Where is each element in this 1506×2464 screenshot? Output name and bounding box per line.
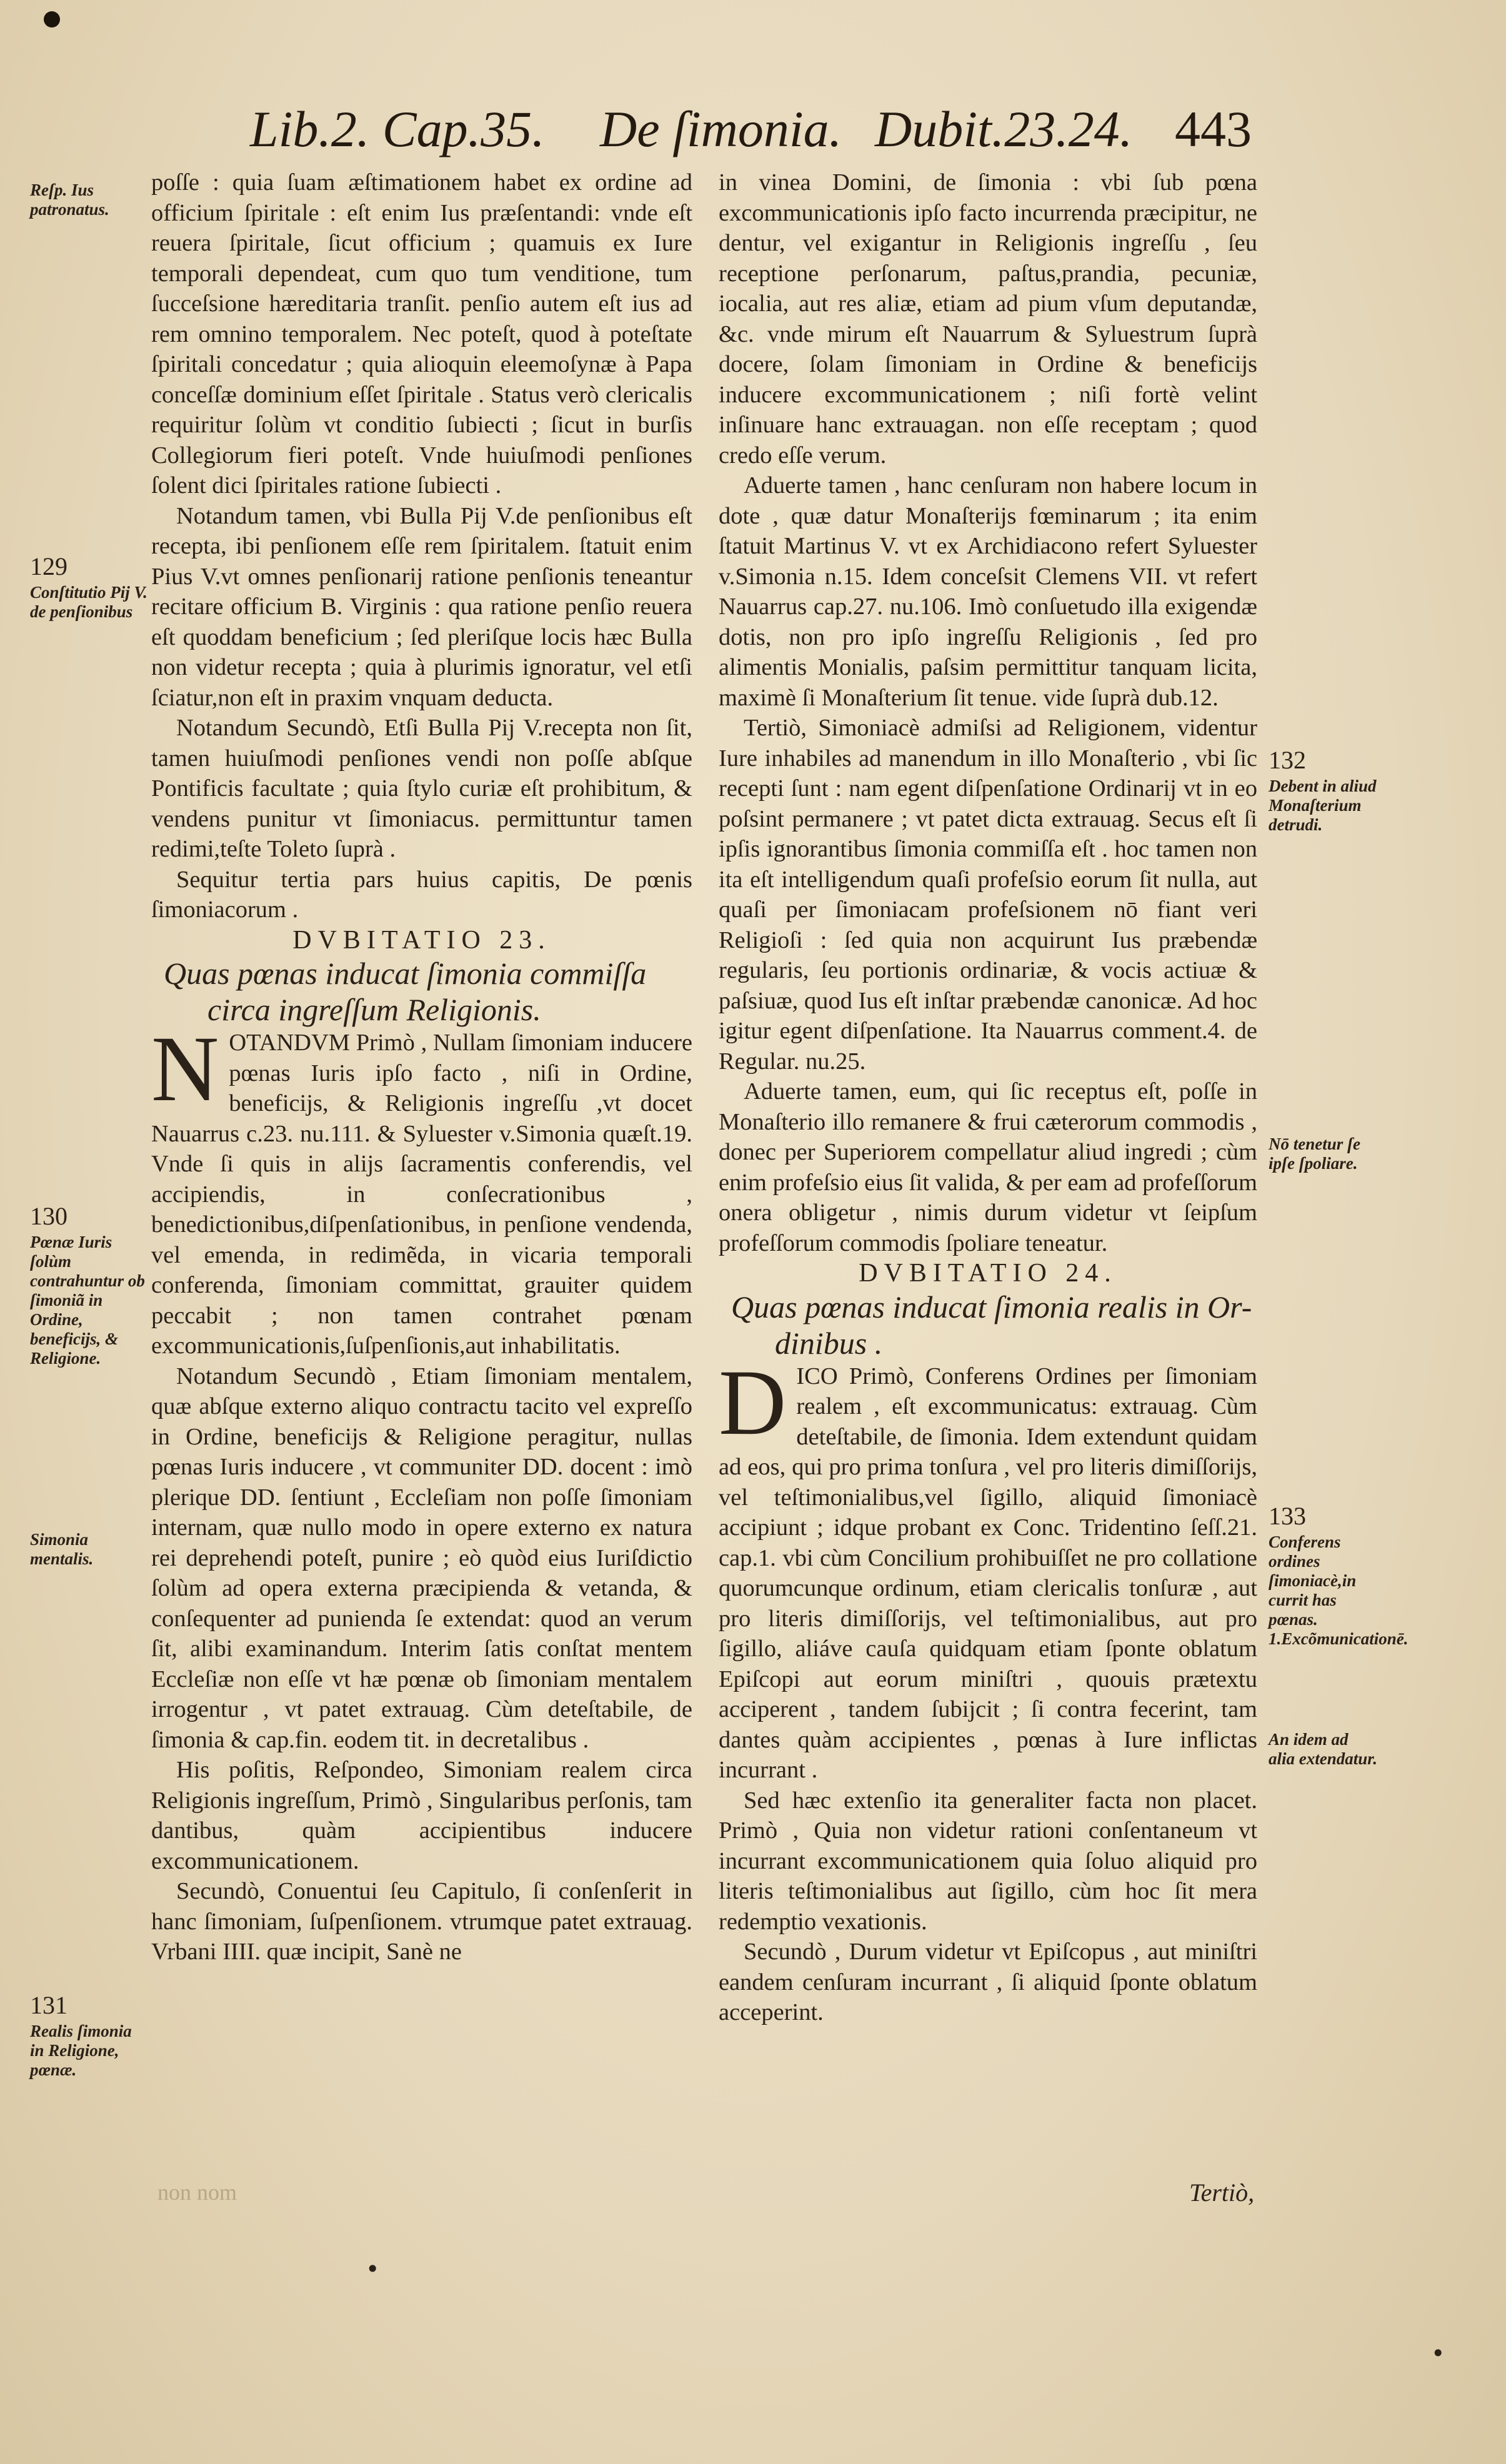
section-title: Quas pœnas inducat ſimonia realis in Or- dinibus .: [731, 1289, 1252, 1361]
margin-note: 131 Realis ſimonia in Religione, pœnæ.: [30, 1991, 132, 2079]
binding-hole: [44, 11, 60, 27]
header-dubit: Dubit.23.24.: [875, 101, 1133, 157]
margin-note: Reſp. Ius patronatus.: [30, 181, 109, 219]
paragraph: Secundò, Conuentui ſeu Capitulo, ſi conſenſerit in hanc ſimoniam, ſuſpenſionem. vtrumque patet extrauag. Vrbani IIII. quæ incipit, Sanè ne: [151, 1878, 692, 1965]
margin-note: 133 Conferens ordines ſimoniacè,in currit has pœnas. 1.Excõmunicationē.: [1269, 1502, 1409, 1648]
margin-note: 132 Debent in aliud Monaſterium detrudi.: [1269, 746, 1377, 834]
ink-speck: •: [1431, 2340, 1445, 2367]
paragraph: Notandum Secundò , Etiam ſimoniam mentalem, quæ abſque externo aliquo contractu tacito vel expreſſo in Ordine, beneficijs & Religione peragitur, nullas pœnas Iuris inducere , vt communiter DD. docent : imò plerique DD. ſentiunt , Eccleſiam non poſſe ſimoniam internam, quæ nullo modo in opere externo ex natura rei deprehendi poteſt, punire ; eò quòd eius Iuriſdictio ſolùm ad opera externa præcipienda & vetanda, & conſequenter ad punienda ſe extendat: quod an verum ſit, alibi examinandum. Interim ſatis conſtat mentem Eccleſiæ non eſſe vt hæ pœnæ ob ſimoniam mentalem irrogentur , vt patet extrauag. Cùm deteſtabile, de ſimonia & cap.fin. eodem tit. in decretalibus .: [151, 1363, 692, 1753]
paragraph: poſſe : quia ſuam æſtimationem habet ex ordine ad officium ſpiritale : eſt enim Ius præſentandi: vnde eſt reuera ſpiritale, ſicut officium ; quamuis ex Iure temporali dependeat, cum quo tum venditione, tum ſucceſsione hæreditaria tranſit. penſio autem eſt ius ad rem omnino temporalem. Nec poteſt, quod à poteſtate ſpiritali concedatur ; quia alioquin eleemoſynæ à Papa conceſſæ dominium eſſet ſpiritale . Status verò clericalis requiritur ſolùm vt conditio ſubiecti ; ſicut in burſis Collegiorum fieri poteſt. Vnde huiuſmodi penſiones ſolent dici ſpiritales ratione ſubiecti .: [151, 169, 692, 499]
text-column-left: [151, 167, 692, 1967]
paragraph: DICO Primò, Conferens Ordines per ſimoniam realem , eſt excommunicatus: extrauag. Cùm deteſtabile, de ſimonia. Idem extendunt quidam ad eos, qui pro prima tonſura , vel pro literis dimiſſorijs, vel teſtimonialibus,vel ſigillo, aliquid ſimoniacè accipiunt ; idque probant ex Conc. Tridentino ſeſſ.21. cap.1. vbi cùm Concilium prohibuiſſet ne pro collatione quorumcunque ordinum, etiam clericalis tonſuræ , aut pro literis dimiſſorijs, vel teſtimonialibus, aut pro ſigillo, aliáve cauſa quidquam etiam ſponte oblatum Epiſcopi aut eorum miniſtri , quouis prætextu acciperent , tandem ſubijcit ; ſi contra fecerint, tam dantes quàm accipientes , pœnas à Iure inflictas incurrant .: [719, 1350, 1257, 1783]
paragraph: Secundò , Durum videtur vt Epiſcopus , aut miniſtri eandem cenſuram incurrant , ſi aliquid ſponte oblatum acceperint.: [719, 1939, 1257, 2025]
margin-note: Nō tenetur ſe ipſe ſpoliare.: [1269, 1135, 1360, 1173]
paragraph: His poſitis, Reſpondeo, Simoniam realem circa Religionis ingreſſum, Primò , Singularibus perſonis, tam dantibus, quàm accipientibus inducere excommunicationem.: [151, 1757, 692, 1874]
ink-speck: •: [366, 2255, 380, 2283]
bleed-through-text: non nom: [157, 2180, 237, 2205]
paragraph: Tertiò, Simoniacè admiſsi ad Religionem, videntur Iure inhabiles ad manendum in illo Monaſterio , vbi ſic recepti ſunt : nam egent diſpenſatione Ordinarij vt in eo poſsint permanere ; vt patet dicta extrauag. Secus eſt ſi ipſis ignorantibus ſimonia commiſſa eſt . hoc tamen non ita eſt intelligendum quaſi profeſsio eorum ſit nulla, aut quaſi per ſimoniacam profeſsionem nō fiant veri Religioſi : ſed quia non acquirunt Ius præbendæ regularis, ſeu portionis ordinariæ, & vocis actiuæ & paſsiuæ, quod Ius eſt inſtar præbendæ canonicæ. Ad hoc igitur egent diſpenſatione. Ita Nauarrus comment.4. de Regular. nu.25.: [719, 715, 1257, 1075]
header-subject: De ſimonia.: [600, 101, 842, 157]
margin-note: Simonia mentalis.: [30, 1530, 94, 1568]
paragraph: Aduerte tamen, eum, qui ſic receptus eſt, poſſe in Monaſterio illo remanere & frui cæterorum commodis , donec per Superiorem compellatur aliud ingredi ; cùm enim profeſsio eius ſit valida, & per eam ad profeſſorum onera obligetur , nimis durum videtur vt ſeipſum profeſſorum commodis ſpoliare teneatur.: [719, 1078, 1257, 1256]
paragraph: NOTANDVM Primò , Nullam ſimoniam inducere pœnas Iuris ipſo facto , niſi in Ordine, beneficijs, & Religionis ingreſſu ,vt docet Nauarrus c.23. nu.111. & Syluester v.Simonia quæſt.19. Vnde ſi quis in alijs ſacramentis conferendis, vel accipiendis, in conſecrationibus , benedictionibus,diſpenſationibus, in penſione vendenda, vel emenda, in redimẽda, in vicaria temporali conferenda, ſimoniam committat, grauiter quidem peccabit ; non tamen contrahet pœnam excommunicationis,ſuſpenſionis,aut inhabilitatis.: [151, 1017, 692, 1359]
catchword: Tertiò,: [1189, 2178, 1255, 2207]
section-heading: DVBITATIO 24.: [859, 1259, 1117, 1288]
page-number: 443: [1175, 101, 1252, 157]
drop-cap: N: [151, 1017, 219, 1121]
header-book: Lib.2. Cap.35.: [250, 101, 545, 157]
drop-cap: D: [719, 1350, 787, 1454]
running-header: [250, 100, 1262, 169]
margin-note: 129 Conſtitutio Pij V. de penſionibus: [30, 552, 147, 621]
section-title: Quas pœnas inducat ſimonia commiſſa circa ingreſſum Religionis.: [164, 956, 647, 1027]
paragraph: Sed hæc extenſio ita generaliter facta non placet. Primò , Quia non videtur rationi conſentaneum vt incurrant excommunicationem quia ſoluo aliquid pro literis teſtimonialibus aut ſigillo, cùm hoc ſit mera redemptio vexationis.: [719, 1787, 1257, 1935]
paragraph: Notandum Secundò, Etſi Bulla Pij V.recepta non ſit, tamen huiuſmodi penſiones vendi non poſſe abſque Pontificis facultate ; quia ſtylo curiæ eſt prohibitum, & vendens punitur vt ſimoniacus. permittuntur tamen redimi,teſte Toleto ſuprà .: [151, 715, 692, 862]
margin-note: An idem ad alia extendatur.: [1269, 1730, 1378, 1768]
margin-note: 130 Pœnæ Iuris ſolùm contrahuntur ob ſimoniã in Ordine, beneficijs, & Religione.: [30, 1202, 145, 1368]
paragraph: Aduerte tamen , hanc cenſuram non habere locum in dote , quæ datur Monaſterijs fœminarum ; ita enim ſtatuit Martinus V. vt ex Archidiacono refert Syluester v.Simonia n.15. Idem conceſsit Clemens VII. vt refert Nauarrus cap.27. nu.106. Imò conſuetudo illa exigendæ dotis, non pro ipſo ingreſſu Religionis , ſed pro alimentis Monialis, paſsim permittitur tanquam licita, maximè ſi Monaſterium ſit tenue. vide ſuprà dub.12.: [719, 472, 1257, 711]
paragraph: Notandum tamen, vbi Bulla Pij V.de penſionibus eſt recepta, ibi penſionem eſſe rem ſpiritalem. ſtatuit enim Pius V.vt omnes penſionarij ratione penſionis teneantur recitare officium B. Virginis : qua ratione penſio reuera eſt quoddam beneficium ; ſed pleriſque locis hæc Bulla non videtur recepta ; quia à plurimis ignoratur, vel etſi ſciatur,non eſt in praxim vnquam deducta.: [151, 502, 692, 711]
paragraph: in vinea Domini, de ſimonia : vbi ſub pœna excommunicationis ipſo facto incurrenda præcipitur, ne dentur, vel exigantur in Religionis ingreſſu , ſeu receptione perſonarum, paſtus,prandia, pecuniæ, iocalia, aut res aliæ, etiam ad pium vſum deputandæ, &c. vnde mirum eſt Nauarrum & Syluestrum ſuprà docere, ſolam ſimoniam in Ordine & beneficijs inducere excommunicationem ; niſi fortè velint inſinuare hanc extrauagan. non eſſe receptam ; quod credo eſſe verum.: [719, 169, 1257, 469]
section-heading: DVBITATIO 23.: [292, 925, 551, 955]
paragraph: Sequitur tertia pars huius capitis, De pœnis ſimoniacorum .: [151, 866, 692, 923]
text-column-right: [719, 167, 1257, 2028]
